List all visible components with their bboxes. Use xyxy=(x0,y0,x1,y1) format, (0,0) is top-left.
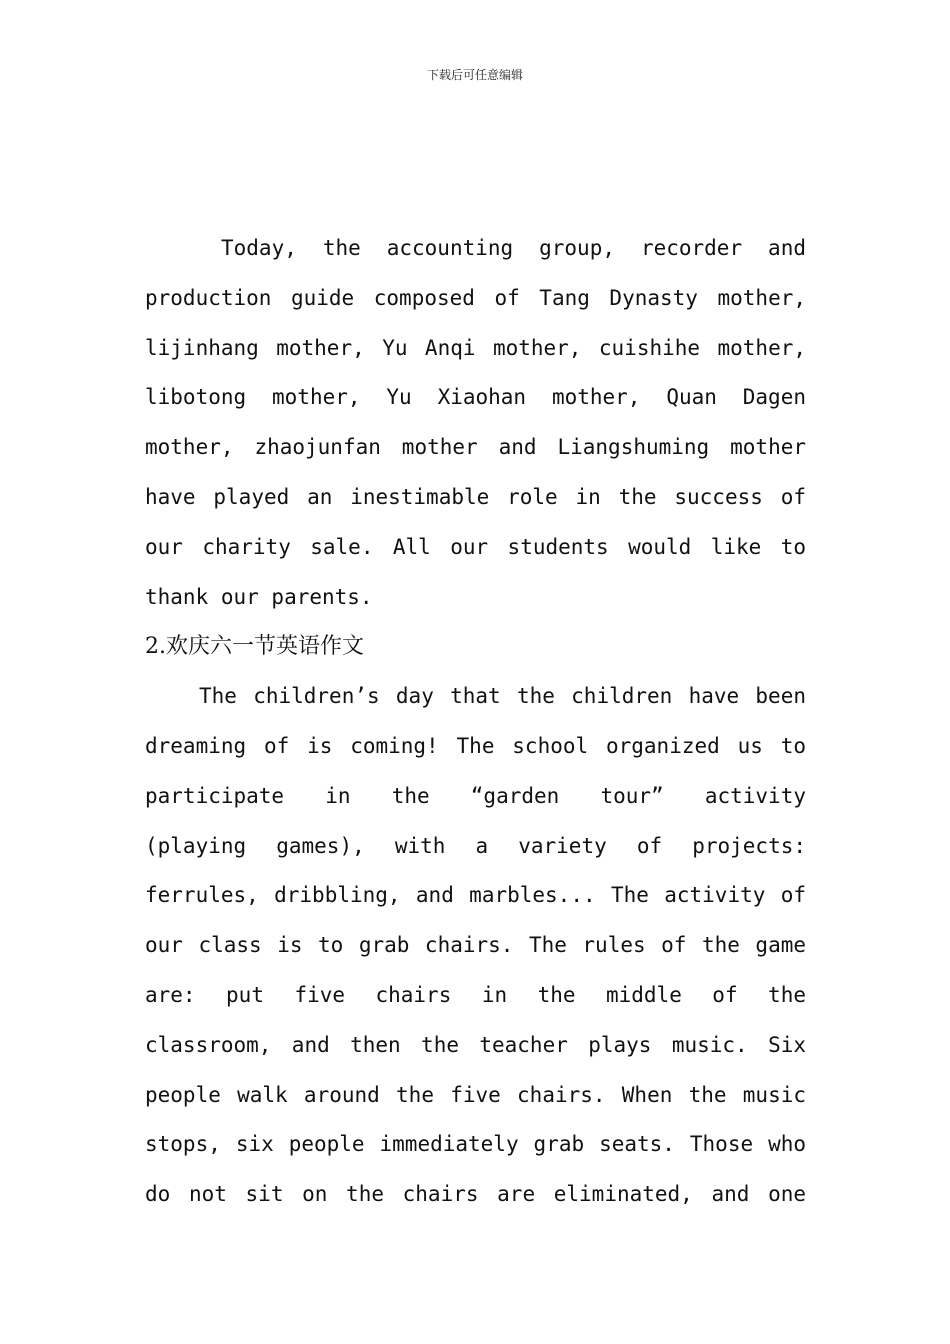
text-line: classroom, and then the teacher plays music. Six xyxy=(145,1032,806,1057)
text-line: do not sit on the chairs are eliminated, and one xyxy=(145,1182,806,1207)
paragraph-2 xyxy=(145,672,806,1220)
text-line: mother, zhaojunfan mother and Liangshuming mother xyxy=(145,435,806,460)
text-line: dreaming of is coming! The school organized us to xyxy=(145,733,806,758)
text-line: The children’s day that the children have been xyxy=(199,684,806,709)
text-line: stops, six people immediately grab seats. Those who xyxy=(145,1132,806,1157)
text-line: thank our parents. xyxy=(145,584,373,609)
text-line: our class is to grab chairs. The rules of the game xyxy=(145,933,806,958)
text-line: Today, the accounting group, recorder and xyxy=(221,236,806,260)
text-line: have played an inestimable role in the success of xyxy=(145,484,806,509)
text-line: participate in the “garden tour” activity xyxy=(145,783,806,808)
page-header: 下载后可任意编辑 xyxy=(426,68,523,82)
text-line: our charity sale. All our students would like to xyxy=(145,534,806,559)
text-line: are: put five chairs in the middle of the xyxy=(145,982,806,1007)
text-line: lijinhang mother, Yu Anqi mother, cuishihe mother, xyxy=(145,335,806,360)
section-heading: 2.欢庆六一节英语作文 xyxy=(145,634,364,660)
text-line: libotong mother, Yu Xiaohan mother, Quan Dagen xyxy=(145,385,806,410)
text-line: (playing games), with a variety of projects: xyxy=(145,833,806,858)
text-line: people walk around the five chairs. When the music xyxy=(145,1082,806,1107)
document-body xyxy=(145,224,806,1220)
text-line: ferrules, dribbling, and marbles... The activity of xyxy=(145,883,806,908)
text-line: production guide composed of Tang Dynasty mother, xyxy=(145,285,806,310)
paragraph-1 xyxy=(145,224,806,622)
